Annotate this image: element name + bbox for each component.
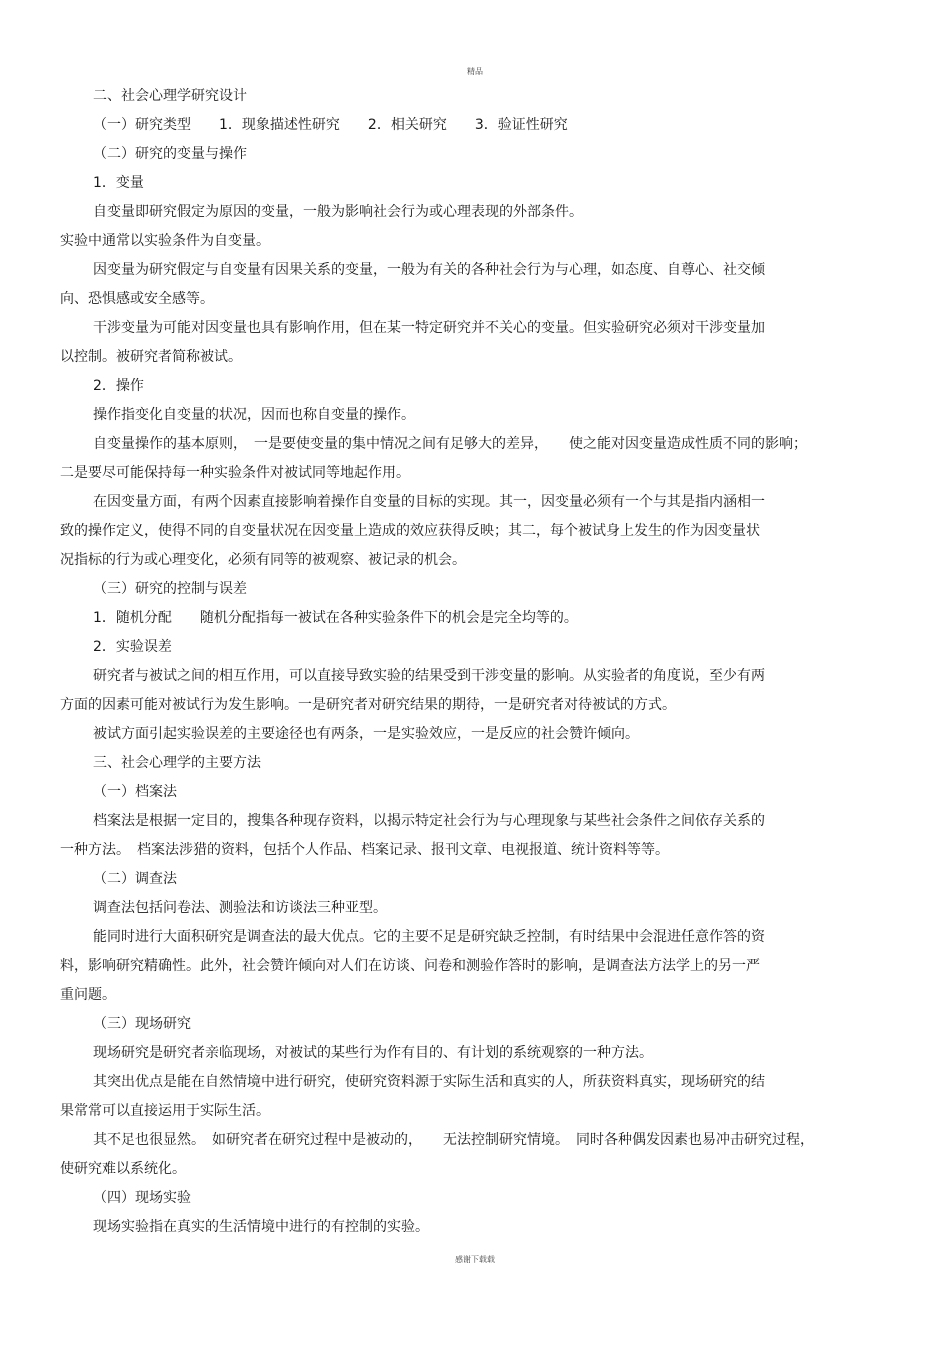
text-line: 方面的因素可能对被试行为发生影响。一是研究者对研究结果的期待，一是研究者对待被试的方式。 bbox=[60, 697, 676, 713]
text-line: 研究者与被试之间的相互作用，可以直接导致实验的结果受到干涉变量的影响。从实验者的角度说，至少有两 bbox=[93, 668, 765, 684]
text-line: 1．变量 bbox=[93, 175, 144, 191]
text-line: 果常常可以直接运用于实际生活。 bbox=[60, 1103, 270, 1119]
text-line: 操作指变化自变量的状况，因而也称自变量的操作。 bbox=[93, 407, 415, 423]
text-line: 自变量即研究假定为原因的变量，一般为影响社会行为或心理表现的外部条件。 bbox=[93, 204, 583, 220]
text-line: 1．随机分配 随机分配指每一被试在各种实验条件下的机会是完全均等的。 bbox=[93, 610, 578, 626]
text-line: 致的操作定义，使得不同的自变量状况在因变量上造成的效应获得反映；其二，每个被试身上发生的作为因变量状 bbox=[60, 523, 760, 539]
text-line: （四）现场实验 bbox=[93, 1190, 191, 1206]
text-line: 料，影响研究精确性。此外，社会赞许倾向对人们在访谈、问卷和测验作答时的影响，是调查法方法学上的另一严 bbox=[60, 958, 760, 974]
text-line: （二）研究的变量与操作 bbox=[93, 146, 247, 162]
text-line: 二、社会心理学研究设计 bbox=[93, 88, 247, 104]
text-line: 使研究难以系统化。 bbox=[60, 1161, 186, 1177]
text-line: 自变量操作的基本原则， 一是要使变量的集中情况之间有足够大的差异， 使之能对因变量造成性质不同的影响； bbox=[93, 436, 807, 452]
text-line: 向、恐惧感或安全感等。 bbox=[60, 291, 214, 307]
text-line: 调查法包括问卷法、测验法和访谈法三种亚型。 bbox=[93, 900, 387, 916]
text-line: 在因变量方面，有两个因素直接影响着操作自变量的目标的实现。其一，因变量必须有一个与其是指内涵相一 bbox=[93, 494, 765, 510]
text-line: （一）研究类型 1．现象描述性研究 2．相关研究 3．验证性研究 bbox=[93, 117, 568, 133]
text-line: （三）研究的控制与误差 bbox=[93, 581, 247, 597]
text-line: 一种方法。 档案法涉猎的资料，包括个人作品、档案记录、报刊文章、电视报道、统计资料等等。 bbox=[60, 842, 669, 858]
text-line: 干涉变量为可能对因变量也具有影响作用，但在某一特定研究并不关心的变量。但实验研究必须对干涉变量加 bbox=[93, 320, 765, 336]
text-line: 能同时进行大面积研究是调查法的最大优点。它的主要不足是研究缺乏控制，有时结果中会混进任意作答的资 bbox=[93, 929, 765, 945]
text-line: 现场实验指在真实的生活情境中进行的有控制的实验。 bbox=[93, 1219, 429, 1235]
text-line: 2．实验误差 bbox=[93, 639, 172, 655]
text-line: 二是要尽可能保持每一种实验条件对被试同等地起作用。 bbox=[60, 465, 410, 481]
text-line: 其突出优点是能在自然情境中进行研究，使研究资料源于实际生活和真实的人，所获资料真实，现场研究的结 bbox=[93, 1074, 765, 1090]
text-line: 三、社会心理学的主要方法 bbox=[93, 755, 261, 771]
text-line: 重问题。 bbox=[60, 987, 116, 1003]
page-footer: 感谢下载载 bbox=[455, 1255, 495, 1264]
text-line: （一）档案法 bbox=[93, 784, 177, 800]
text-line: 况指标的行为或心理变化，必须有同等的被观察、被记录的机会。 bbox=[60, 552, 466, 568]
text-line: 被试方面引起实验误差的主要途径也有两条，一是实验效应，一是反应的社会赞许倾向。 bbox=[93, 726, 639, 742]
page-header: 精品 bbox=[467, 67, 483, 76]
text-line: 其不足也很显然。 如研究者在研究过程中是被动的， 无法控制研究情境。 同时各种偶发因素也易冲击研究过程， bbox=[93, 1132, 814, 1148]
text-line: 以控制。被研究者简称被试。 bbox=[60, 349, 242, 365]
text-line: （二）调查法 bbox=[93, 871, 177, 887]
text-line: 现场研究是研究者亲临现场，对被试的某些行为作有目的、有计划的系统观察的一种方法。 bbox=[93, 1045, 653, 1061]
text-line: 因变量为研究假定与自变量有因果关系的变量，一般为有关的各种社会行为与心理，如态度、自尊心、社交倾 bbox=[93, 262, 765, 278]
text-line: 档案法是根据一定目的，搜集各种现存资料，以揭示特定社会行为与心理现象与某些社会条件之间依存关系的 bbox=[93, 813, 765, 829]
text-line: 实验中通常以实验条件为自变量。 bbox=[60, 233, 270, 249]
text-line: 2．操作 bbox=[93, 378, 144, 394]
text-line: （三）现场研究 bbox=[93, 1016, 191, 1032]
